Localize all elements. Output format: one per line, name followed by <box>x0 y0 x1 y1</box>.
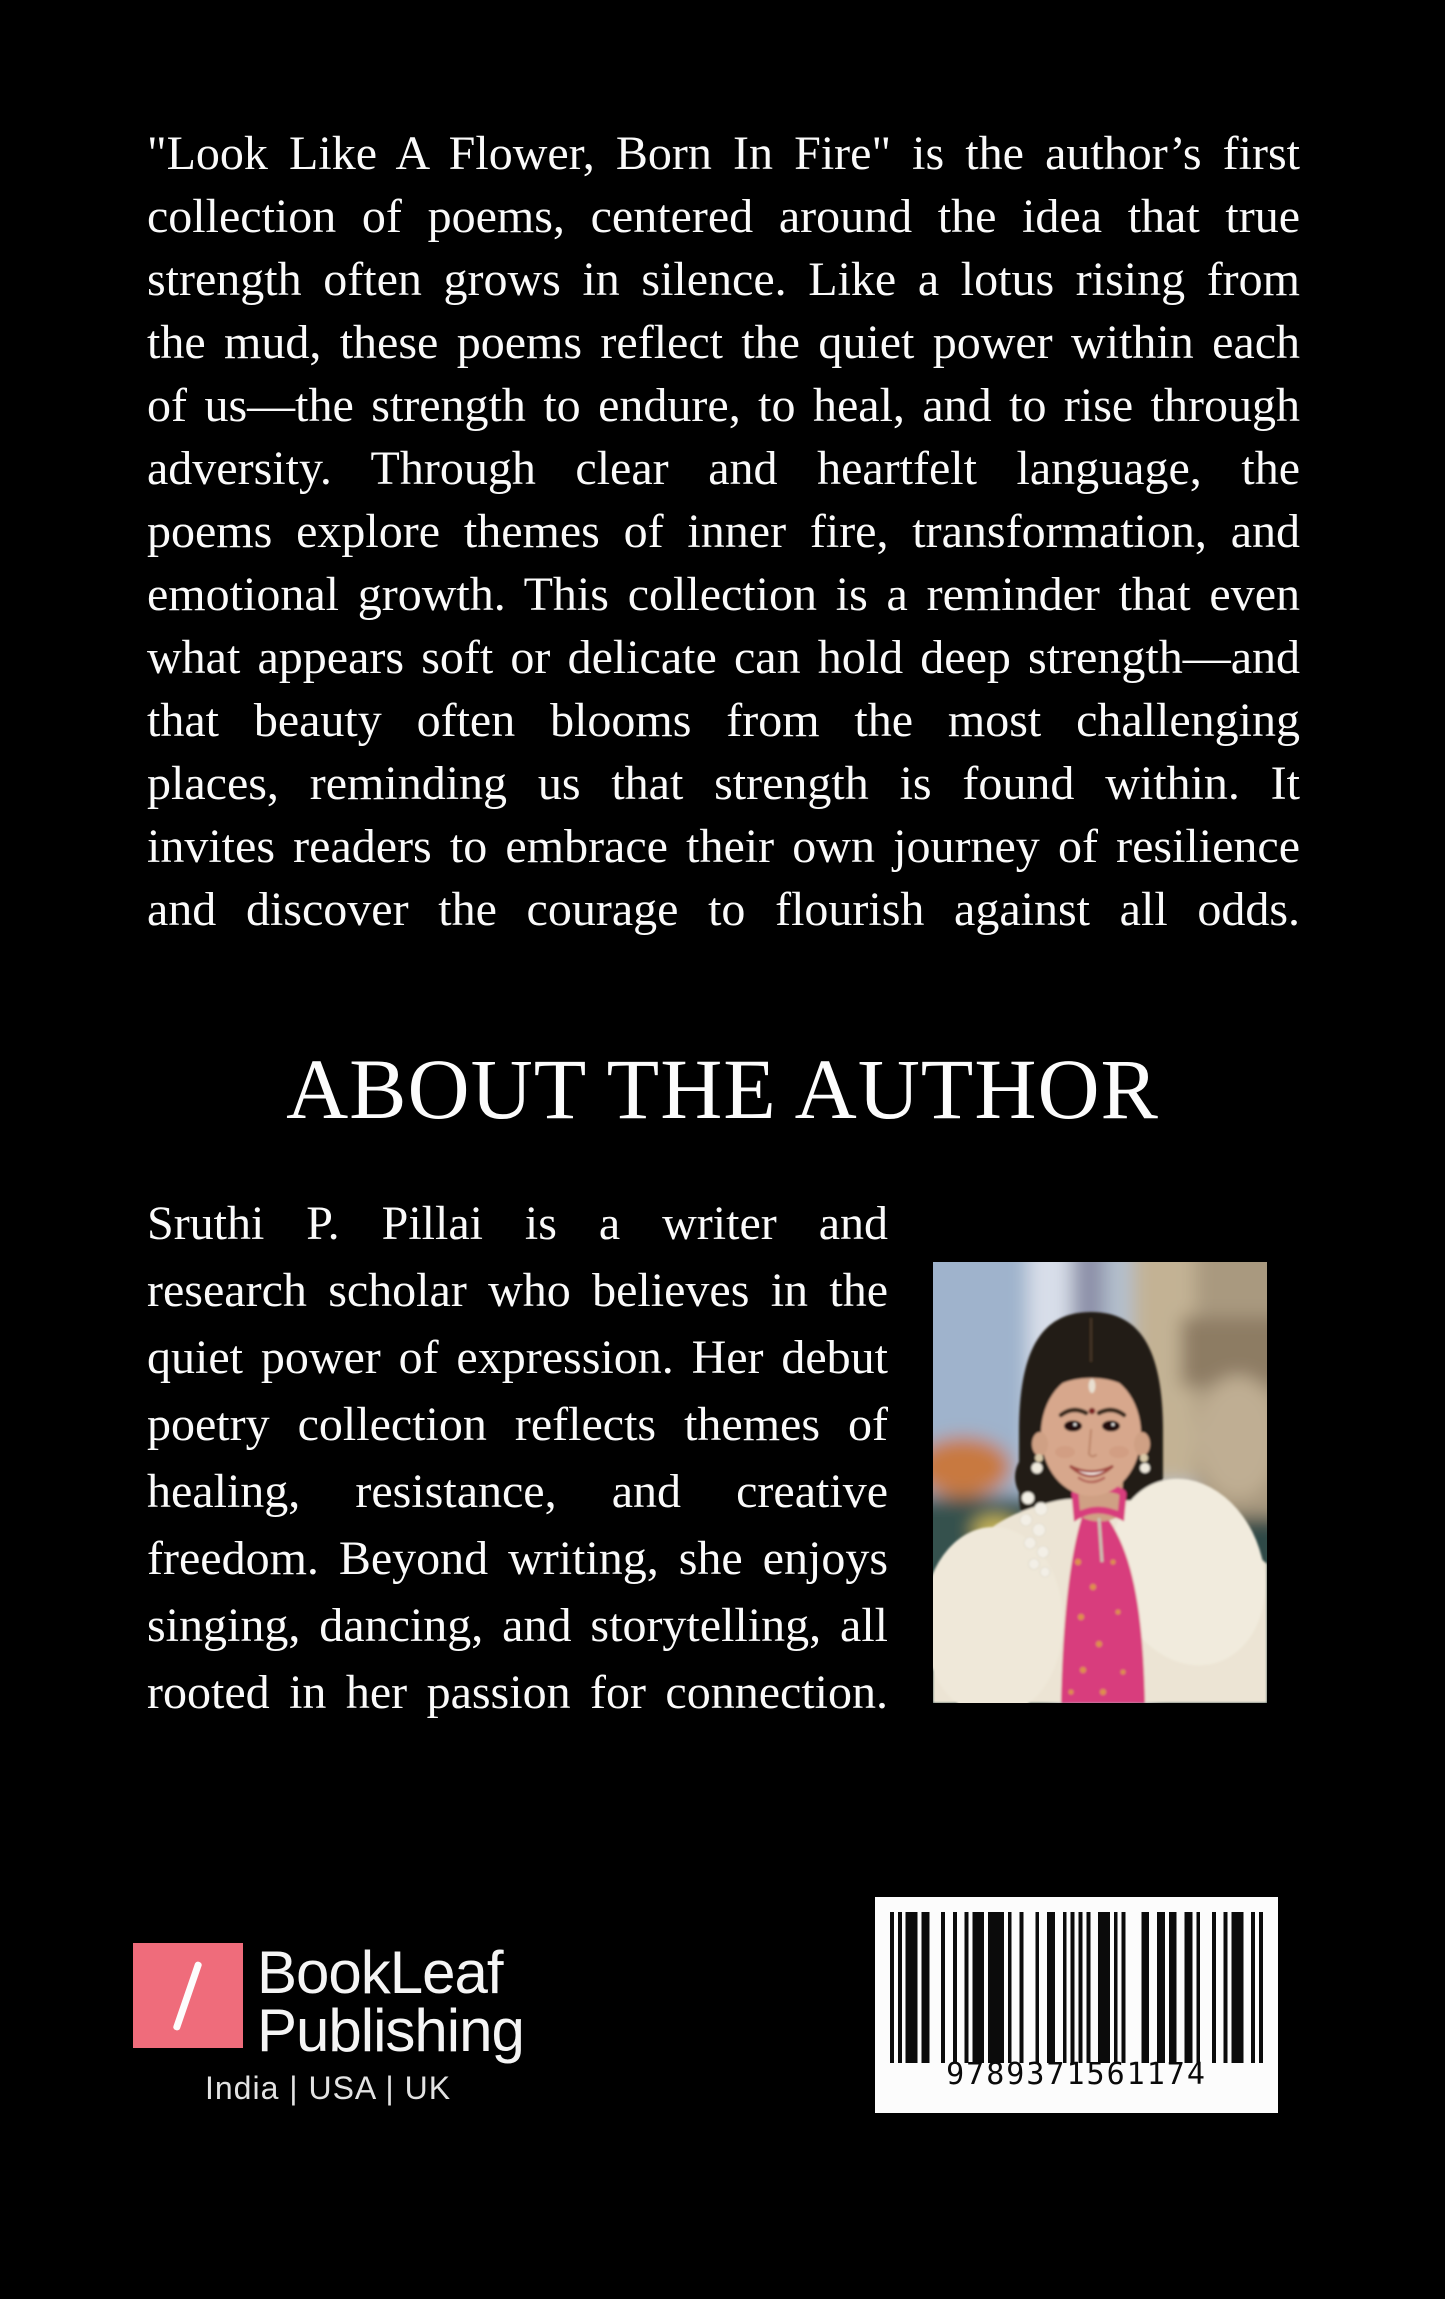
text-line: singing, dancing, and storytelling, all <box>147 1599 888 1652</box>
barcode-bars <box>890 1912 1263 2063</box>
text-line: the mud, these poems reflect the quiet power within each <box>147 316 1300 369</box>
barcode <box>875 1897 1278 2113</box>
author-photo <box>933 1262 1267 1703</box>
publisher-logo-slash-icon <box>172 1961 202 2031</box>
text-line: poems explore themes of inner fire, transformation, and <box>147 505 1300 558</box>
text-line: adversity. Through clear and heartfelt language, the <box>147 442 1300 495</box>
text-line: Sruthi P. Pillai is a writer and <box>147 1197 888 1250</box>
text-line: of us—the strength to endure, to heal, and to rise through <box>147 379 1300 432</box>
text-line: invites readers to embrace their own journey of resilience <box>147 820 1300 873</box>
text-line: collection of poems, centered around the idea that true <box>147 190 1300 243</box>
about-the-author-heading: ABOUT THE AUTHOR <box>286 1041 1159 1137</box>
text-line: research scholar who believes in the <box>147 1264 888 1317</box>
publisher-name-top: BookLeaf <box>257 1939 503 2006</box>
text-line: rooted in her passion for connection. <box>147 1666 888 1719</box>
text-line: and discover the courage to flourish against all odds. <box>147 883 1300 936</box>
publisher-logo-square <box>133 1943 243 2048</box>
text-line: strength often grows in silence. Like a lotus rising from <box>147 253 1300 306</box>
text-line: poetry collection reflects themes of <box>147 1398 888 1451</box>
text-line: what appears soft or delicate can hold deep strength—and <box>147 631 1300 684</box>
text-line: places, reminding us that strength is found within. It <box>147 757 1300 810</box>
text-line: emotional growth. This collection is a reminder that even <box>147 568 1300 621</box>
publisher-name <box>257 1939 524 2064</box>
publisher-regions: India | USA | UK <box>204 2070 452 2106</box>
text-line: quiet power of expression. Her debut <box>147 1331 888 1384</box>
publisher-name-bottom: Publishing <box>257 1997 524 2064</box>
synopsis-paragraph <box>147 122 1300 941</box>
text-line: "Look Like A Flower, Born In Fire" is the author’s first <box>147 127 1300 180</box>
text-line: freedom. Beyond writing, she enjoys <box>147 1532 888 1585</box>
text-line: that beauty often blooms from the most challenging <box>147 694 1300 747</box>
author-bio-paragraph <box>147 1190 888 1726</box>
text-line: healing, resistance, and creative <box>147 1465 888 1518</box>
barcode-isbn-number: 9789371561174 <box>946 2057 1207 2092</box>
